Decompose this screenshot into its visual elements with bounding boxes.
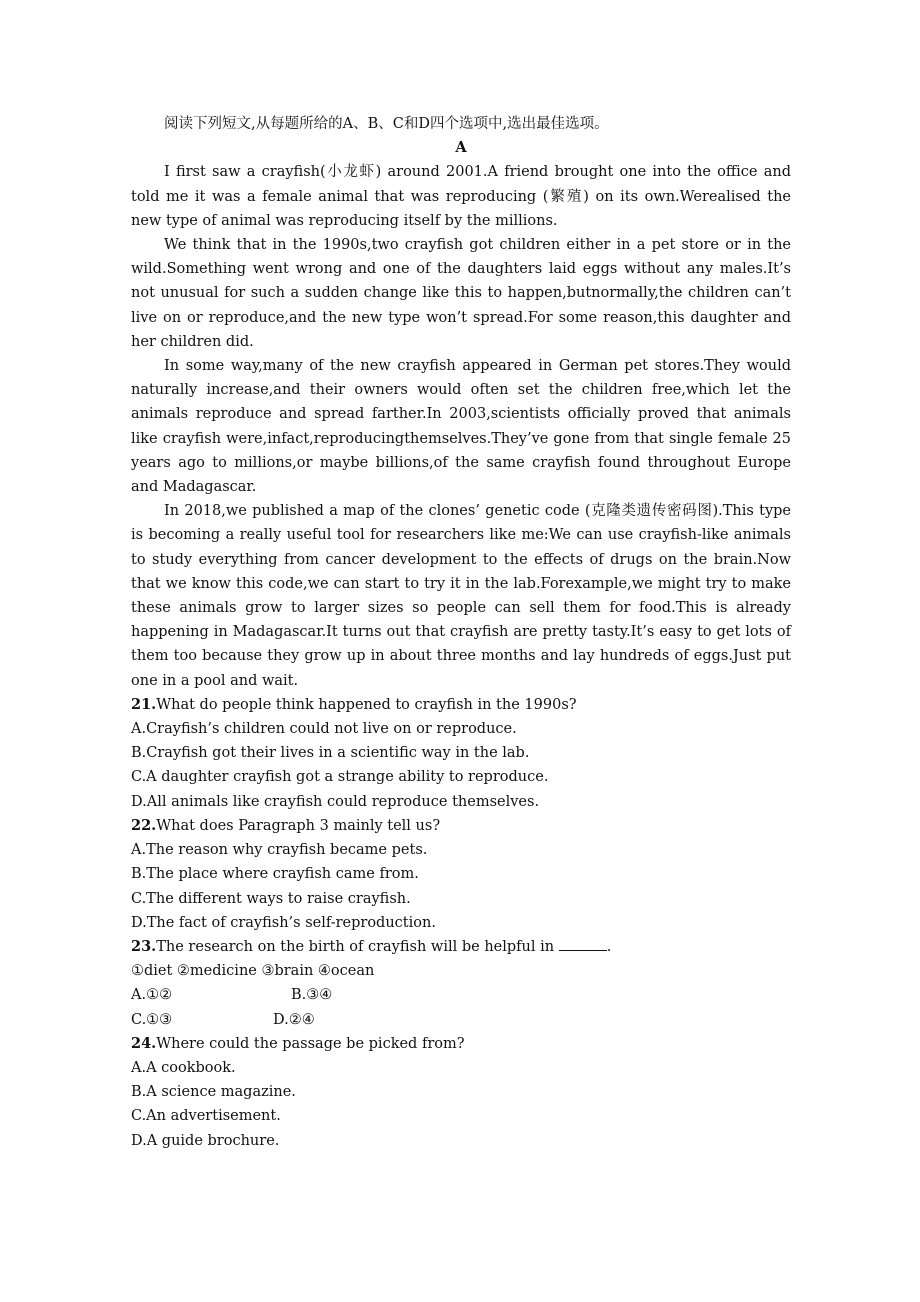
question-number: 22.	[131, 816, 157, 834]
question-21	[131, 693, 791, 814]
option-a: A.Crayfish’s children could not live on or reproduce.	[131, 721, 517, 738]
paragraph-3: In some way,many of the new crayfish appeared in German pet stores.They would naturally increase,and their owners would often set the children free,which let the animals reproduce and spread farther.In 2003,scientists officially proved that animals like crayfish were,infact,reproducingthemselves.They’ve gone from that single female 25 years ago to millions,or maybe billions,of the same crayfish found throughout Europe and Madagascar.	[131, 358, 791, 496]
option-a: A.①②	[131, 987, 173, 1004]
option-b: B.③④	[291, 987, 333, 1004]
question-number: 24.	[131, 1034, 157, 1052]
question-text: The research on the birth of crayfish will be helpful in	[156, 938, 555, 955]
option-a: A.A cookbook.	[131, 1059, 236, 1076]
option-d: D.The fact of crayfish’s self-reproduction.	[131, 914, 436, 931]
question-number: 23.	[131, 937, 157, 955]
option-d: D.A guide brochure.	[131, 1132, 280, 1149]
question-23	[131, 935, 791, 1032]
option-c: C.A daughter crayfish got a strange ability to reproduce.	[131, 769, 549, 786]
option-c: C.An advertisement.	[131, 1108, 281, 1125]
choice-items: ①diet ②medicine ③brain ④ocean	[131, 963, 375, 980]
option-b: B.A science magazine.	[131, 1084, 296, 1101]
section-title: A	[455, 139, 467, 157]
option-a: A.The reason why crayfish became pets.	[131, 842, 428, 859]
question-end: .	[606, 938, 612, 955]
question-text: Where could the passage be picked from?	[156, 1035, 465, 1052]
option-row-1	[131, 983, 791, 1007]
question-text: What do people think happened to crayfish in the 1990s?	[156, 696, 577, 713]
option-b: B.Crayfish got their lives in a scientific way in the lab.	[131, 745, 530, 762]
question-number: 21.	[131, 695, 157, 713]
question-22	[131, 814, 791, 935]
question-text: What does Paragraph 3 mainly tell us?	[156, 817, 441, 834]
option-d: D.All animals like crayfish could reproduce themselves.	[131, 793, 540, 810]
option-c: C.①③	[131, 1011, 173, 1028]
answer-blank	[559, 936, 607, 951]
paragraph-4: In 2018,we published a map of the clones’ genetic code (克隆类遗传密码图).This type is becoming a really useful tool for researchers like me:We can use crayfish-like animals to study everything from cancer development to the effects of drugs on the brain.Now that we know this code,we can start to try it in the lab.Forexample,we might try to make these animals grow to larger sizes so people can sell them for food.This is already happening in Madagascar.It turns out that crayfish are pretty tasty.It’s easy to get lots of them too because they grow up in about three months and lay hundreds of eggs.Just put one in a pool and wait.	[131, 503, 791, 689]
option-b: B.The place where crayfish came from.	[131, 866, 419, 883]
paragraph-2: We think that in the 1990s,two crayfish got children either in a pet store or in the wild.Something went wrong and one of the daughters laid eggs without any males.It’s not unusual for such a sudden change like this to happen,butnormally,the children can’t live on or reproduce,and the new type won’t spread.For some reason,this daughter and her children did.	[131, 237, 791, 350]
option-row-2	[131, 1008, 791, 1032]
option-c: C.The different ways to raise crayfish.	[131, 890, 411, 907]
instruction: 阅读下列短文,从每题所给的A、B、C和D四个选项中,选出最佳选项。	[164, 116, 609, 132]
option-d: D.②④	[273, 1011, 315, 1028]
paragraph-1: I first saw a crayfish(小龙虾) around 2001.A friend brought one into the office and told me it was a female animal that was reproducing (繁殖) on its own.Werealised the new type of animal was reproducing itself by the millions.	[131, 164, 791, 229]
document-page	[131, 112, 791, 1153]
question-24	[131, 1032, 791, 1153]
